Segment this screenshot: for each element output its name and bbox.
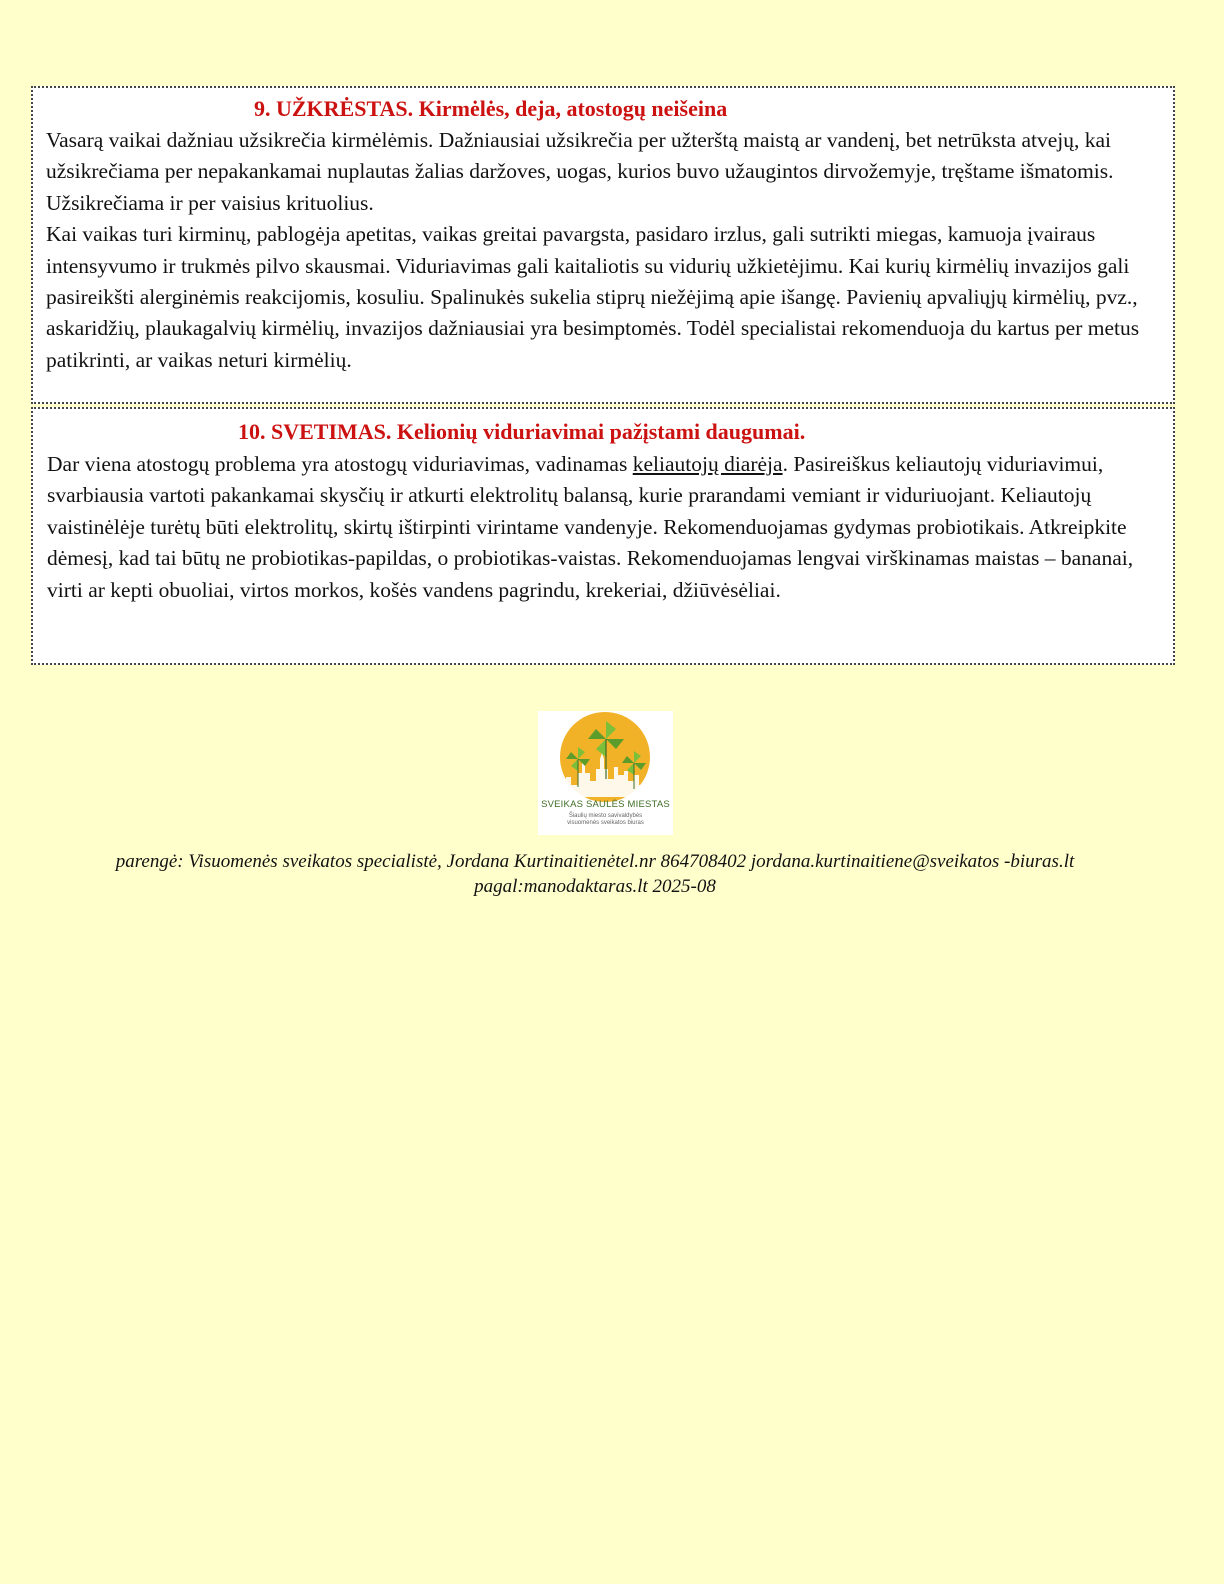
logo-subtitle-2: visuomenės sveikatos biuras bbox=[567, 820, 644, 826]
section-10-box bbox=[31, 407, 1175, 665]
logo-subtitle-1: Šiaulių miesto savivaldybės bbox=[568, 813, 643, 819]
section-9-paragraph-2: Kai vaikas turi kirminų, pablogėja apetitas, vaikas greitai pavargsta, pasidaro irzlus, gali sutrikti miegas, kamuoja įvairaus intensyvumo ir trukmės pilvo skausmai. Viduriavimas gali kaitaliotis su vidurių užkietėjimu. Kai kurių kirmėlių invazijos gali pasireikšti alerginėmis reakcijomis, kosuliu. Spalinukės sukelia stiprų niežėjimą apie išangę. Pavienių apvaliųjų kirmėlių, pvz., askaridžių, plaukagalvių kirmėlių, invazijos dažniausiai yra besimptomės. Todėl specialistai rekomenduoja du kartus per metus patikrinti, ar vaikas neturi kirmėlių. bbox=[46, 222, 1140, 372]
section-10-text-start: Dar viena atostogų problema yra atostogų viduriavimas, vadinamas bbox=[47, 452, 633, 476]
section-10-text-end: . Pasireiškus keliautojų viduriavimui, svarbiausia vartoti pakankamai skysčių ir atkurti elektrolitų balansą, kurie prarandami vemiant ir viduriuojant. Keliautojų vaistinėlėje turėtų būti elektrolitų, skirtų ištirpinti virintame vandenyje. Rekomenduojamas gydymas probiotikais. Atkreipkite dėmesį, kad tai būtų ne probiotikas-papildas, o probiotikas-vaistas. Rekomenduojamas lengvai virškinamas maistas – bananai, virti ar kepti obuoliai, virtos morkos, košės vandens pagrindu, krekeriai, džiūvėsėliai. bbox=[47, 452, 1134, 602]
section-9-body bbox=[46, 125, 1157, 376]
logo-title: SVEIKAS SAULĖS MIESTAS bbox=[541, 799, 670, 810]
section-9-paragraph-1: Vasarą vaikai dažniau užsikrečia kirmėlėmis. Dažniausiai užsikrečia per užterštą maistą ar vandenį, bet netrūksta atvejų, kai užsikrečiama per nepakankamai nuplautas žalias daržoves, uogas, kurios buvo užaugintos dirvožemyje, tręštame išmatomis. Užsikrečiama ir per vaisius krituolius. bbox=[46, 128, 1114, 215]
section-10-title: 10. SVETIMAS. Kelionių viduriavimai pažįstami daugumai. bbox=[238, 419, 806, 444]
section-10-body bbox=[47, 449, 1157, 606]
sveikas-saules-miestas-logo bbox=[538, 711, 673, 835]
footer-author-line: parengė: Visuomenės sveikatos specialistė, Jordana Kurtinaitienėtel.nr 864708402 jordana.kurtinaitiene@sveikatos -biuras.lt bbox=[115, 851, 1075, 872]
travelers-diarrhea-link[interactable]: keliautojų diarėja bbox=[632, 452, 783, 476]
section-9-title: 9. UŽKRĖSTAS. Kirmėlės, deja, atostogų neišeina bbox=[254, 96, 728, 121]
footer-source-line: pagal:manodaktaras.lt 2025-08 bbox=[474, 876, 716, 897]
section-10-paragraph bbox=[47, 449, 1157, 606]
section-9-box bbox=[31, 86, 1175, 404]
